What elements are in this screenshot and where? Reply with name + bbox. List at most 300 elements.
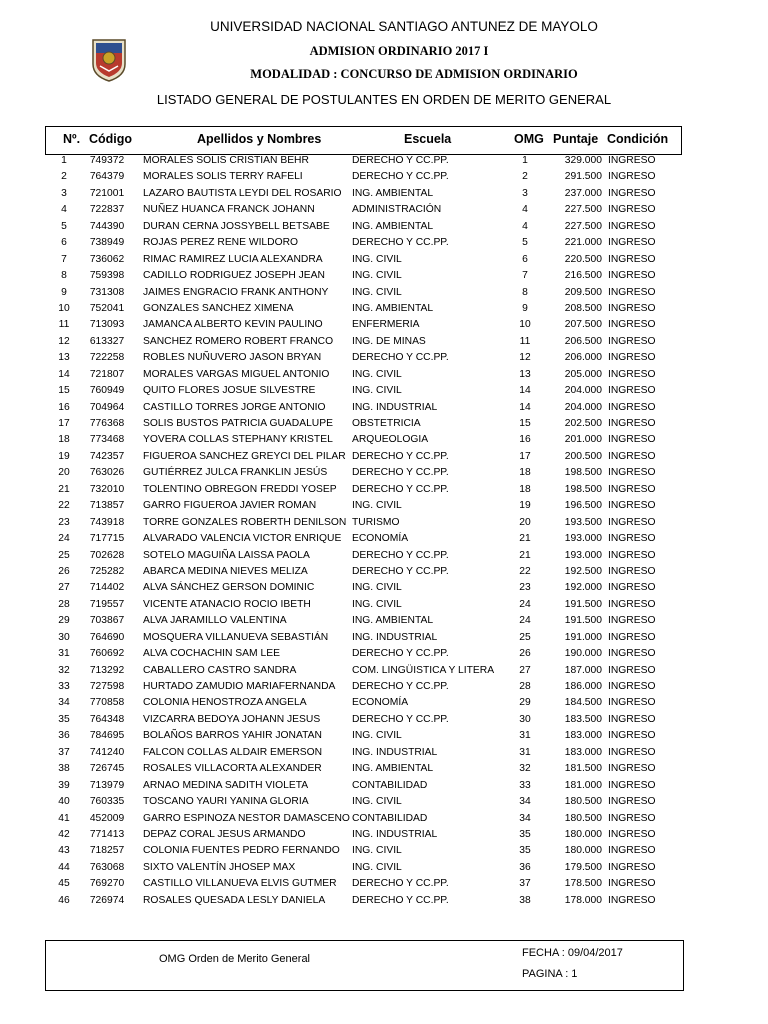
applicant-code: 702628 <box>89 549 125 561</box>
table-row <box>0 285 768 301</box>
score: 198.500 <box>564 483 602 495</box>
row-number: 18 <box>58 434 70 446</box>
row-number: 38 <box>58 763 70 775</box>
table-row <box>0 548 768 564</box>
condition: INGRESO <box>608 270 656 282</box>
modality-title: MODALIDAD : CONCURSO DE ADMISION ORDINARIO <box>250 67 578 81</box>
omg-rank: 13 <box>519 368 531 380</box>
condition: INGRESO <box>608 828 656 840</box>
score: 186.000 <box>564 681 602 692</box>
table-row <box>0 432 768 448</box>
condition: INGRESO <box>608 681 656 692</box>
omg-rank: 17 <box>519 450 531 462</box>
score: 237.000 <box>564 187 602 199</box>
score: 193.000 <box>564 533 602 545</box>
score: 180.000 <box>564 828 602 840</box>
school: ING. AMBIENTAL <box>352 763 434 775</box>
omg-rank: 32 <box>519 763 531 775</box>
column-header-name: Apellidos y Nombres <box>197 132 322 146</box>
applicant-name: TOSCANO YAURI YANINA GLORIA <box>143 796 309 808</box>
condition: INGRESO <box>608 286 656 298</box>
applicant-name: MOSQUERA VILLANUEVA SEBASTIÁN <box>143 631 329 643</box>
applicant-name: ROSALES VILLACORTA ALEXANDER <box>143 763 322 775</box>
applicant-name: GARRO ESPINOZA NESTOR DAMASCENO <box>143 812 350 824</box>
score: 221.000 <box>564 237 602 249</box>
applicant-name: DEPAZ CORAL JESUS ARMANDO <box>143 828 306 840</box>
applicant-name: CASTILLO TORRES JORGE ANTONIO <box>143 401 326 413</box>
applicant-code: 769270 <box>89 878 125 890</box>
omg-legend: OMG Orden de Merito General <box>159 953 311 965</box>
table-row <box>0 186 768 202</box>
omg-rank: 24 <box>519 598 531 610</box>
condition: INGRESO <box>608 549 656 561</box>
condition: INGRESO <box>608 878 656 890</box>
score: 220.500 <box>564 253 602 265</box>
applicant-name: GONZALES SANCHEZ XIMENA <box>143 302 294 314</box>
school: ING. CIVIL <box>352 730 402 742</box>
row-number: 1 <box>61 155 67 166</box>
row-number: 5 <box>61 220 67 232</box>
column-header-score: Puntaje <box>553 132 599 146</box>
applicant-name: ROSALES QUESADA LESLY DANIELA <box>143 894 326 906</box>
omg-rank: 25 <box>519 631 531 643</box>
table-row <box>0 515 768 531</box>
applicant-code: 727598 <box>89 681 125 692</box>
applicant-name: HURTADO ZAMUDIO MARIAFERNANDA <box>143 681 336 692</box>
condition: INGRESO <box>608 253 656 265</box>
school: ING. CIVIL <box>352 582 402 594</box>
applicant-name: CASTILLO VILLANUEVA ELVIS GUTMER <box>143 878 337 890</box>
applicant-name: ALVA JARAMILLO VALENTINA <box>143 615 287 627</box>
table-row <box>0 169 768 185</box>
omg-rank: 10 <box>519 319 531 331</box>
condition: INGRESO <box>608 483 656 495</box>
table-row <box>0 400 768 416</box>
school: ING. INDUSTRIAL <box>352 828 438 840</box>
condition: INGRESO <box>608 516 656 528</box>
score: 208.500 <box>564 302 602 314</box>
applicant-name: LAZARO BAUTISTA LEYDI DEL ROSARIO <box>143 187 342 199</box>
column-header-condition: Condición <box>607 132 669 146</box>
score: 191.500 <box>564 598 602 610</box>
condition: INGRESO <box>608 697 656 709</box>
school: DERECHO Y CC.PP. <box>352 171 449 183</box>
table-row <box>0 893 768 909</box>
table-row <box>0 334 768 350</box>
applicant-name: DURAN CERNA JOSSYBELL BETSABE <box>143 220 330 232</box>
applicant-code: 764348 <box>89 713 125 725</box>
table-row <box>0 663 768 679</box>
applicant-name: GUTIÉRREZ JULCA FRANKLIN JESÚS <box>143 467 328 479</box>
applicant-code: 752041 <box>89 302 125 314</box>
condition: INGRESO <box>608 713 656 725</box>
condition: INGRESO <box>608 533 656 545</box>
score: 191.500 <box>564 615 602 627</box>
applicant-name: ROBLES NUÑUVERO JASON BRYAN <box>143 352 322 364</box>
school: ING. DE MINAS <box>352 335 426 347</box>
applicant-code: 713979 <box>89 779 125 791</box>
score: 204.000 <box>564 401 602 413</box>
school: DERECHO Y CC.PP. <box>352 878 449 890</box>
condition: INGRESO <box>608 319 656 331</box>
condition: INGRESO <box>608 746 656 758</box>
condition: INGRESO <box>608 779 656 791</box>
omg-rank: 20 <box>519 516 531 528</box>
school: DERECHO Y CC.PP. <box>352 237 449 249</box>
score: 178.500 <box>564 878 602 890</box>
score: 200.500 <box>564 450 602 462</box>
row-number: 33 <box>58 681 70 692</box>
condition: INGRESO <box>608 894 656 906</box>
applicant-code: 613327 <box>89 335 125 347</box>
condition: INGRESO <box>608 171 656 183</box>
applicant-name: ALVA COCHACHIN SAM LEE <box>143 648 280 660</box>
table-row <box>0 531 768 547</box>
table-row <box>0 811 768 827</box>
condition: INGRESO <box>608 582 656 594</box>
applicant-code: 452009 <box>89 812 125 824</box>
score: 204.000 <box>564 385 602 397</box>
applicant-code: 713093 <box>89 319 125 331</box>
column-header-code: Código <box>89 132 133 146</box>
condition: INGRESO <box>608 418 656 429</box>
row-number: 10 <box>58 302 70 314</box>
applicant-name: RIMAC RAMIREZ LUCIA ALEXANDRA <box>143 253 323 265</box>
applicant-name: MORALES SOLIS TERRY RAFELI <box>143 171 303 183</box>
applicant-code: 738949 <box>89 237 125 249</box>
university-name: UNIVERSIDAD NACIONAL SANTIAGO ANTUNEZ DE MAYOLO <box>210 19 598 34</box>
page-number: PAGINA : 1 <box>522 968 578 980</box>
condition: INGRESO <box>608 335 656 347</box>
school: ING. CIVIL <box>352 796 402 808</box>
applicant-name: JAIMES ENGRACIO FRANK ANTHONY <box>143 286 329 298</box>
applicant-code: 731308 <box>89 286 125 298</box>
condition: INGRESO <box>608 565 656 577</box>
school: ING. AMBIENTAL <box>352 302 434 314</box>
omg-rank: 1 <box>522 155 528 166</box>
condition: INGRESO <box>608 401 656 413</box>
applicant-name: CADILLO RODRIGUEZ JOSEPH JEAN <box>143 270 325 282</box>
score: 192.500 <box>564 565 602 577</box>
condition: INGRESO <box>608 220 656 232</box>
school: ADMINISTRACIÓN <box>352 204 442 216</box>
applicant-code: 763068 <box>89 861 125 873</box>
applicant-name: BOLAÑOS BARROS YAHIR JONATAN <box>143 730 322 742</box>
table-row <box>0 235 768 251</box>
school: ING. CIVIL <box>352 861 402 873</box>
score: 183.500 <box>564 713 602 725</box>
applicant-code: 771413 <box>89 828 125 840</box>
table-row <box>0 876 768 892</box>
omg-rank: 30 <box>519 713 531 725</box>
omg-rank: 37 <box>519 878 531 890</box>
table-row <box>0 219 768 235</box>
row-number: 45 <box>58 878 70 890</box>
school: DERECHO Y CC.PP. <box>352 713 449 725</box>
applicant-name: NUÑEZ HUANCA FRANCK JOHANN <box>143 204 315 216</box>
table-row <box>0 630 768 646</box>
condition: INGRESO <box>608 204 656 216</box>
table-row <box>0 202 768 218</box>
applicant-code: 773468 <box>89 434 125 446</box>
row-number: 46 <box>58 894 70 906</box>
school: DERECHO Y CC.PP. <box>352 648 449 660</box>
row-number: 19 <box>58 450 70 462</box>
applicant-code: 736062 <box>89 253 125 265</box>
applicant-code: 721807 <box>89 368 125 380</box>
omg-rank: 29 <box>519 697 531 709</box>
table-row <box>0 153 768 169</box>
applicant-code: 721001 <box>89 187 125 199</box>
condition: INGRESO <box>608 861 656 873</box>
applicant-code: 784695 <box>89 730 125 742</box>
omg-rank: 4 <box>522 220 528 232</box>
score: 178.000 <box>564 894 602 906</box>
table-row <box>0 498 768 514</box>
row-number: 44 <box>58 861 70 873</box>
applicant-code: 722837 <box>89 204 125 216</box>
score: 206.000 <box>564 352 602 364</box>
row-number: 21 <box>58 483 70 495</box>
applicant-name: GARRO FIGUEROA JAVIER ROMAN <box>143 500 317 512</box>
omg-rank: 31 <box>519 730 531 742</box>
row-number: 24 <box>58 533 70 545</box>
listing-title: LISTADO GENERAL DE POSTULANTES EN ORDEN DE MERITO GENERAL <box>156 92 612 107</box>
omg-rank: 4 <box>522 204 528 216</box>
applicant-code: 763026 <box>89 467 125 479</box>
school: ING. INDUSTRIAL <box>352 401 438 413</box>
score: 205.000 <box>564 368 602 380</box>
applicant-name: FIGUEROA SANCHEZ GREYCI DEL PILAR <box>143 450 346 462</box>
applicant-code: 713292 <box>89 664 125 676</box>
school: ENFERMERIA <box>352 319 420 331</box>
row-number: 39 <box>58 779 70 791</box>
school: OBSTETRICIA <box>352 418 421 429</box>
row-number: 14 <box>58 368 70 380</box>
score: 207.500 <box>564 319 602 331</box>
school: ING. AMBIENTAL <box>352 220 434 232</box>
row-number: 15 <box>58 385 70 397</box>
table-row <box>0 301 768 317</box>
school: ING. CIVIL <box>352 598 402 610</box>
table-row <box>0 794 768 810</box>
table-row <box>0 564 768 580</box>
score: 180.500 <box>564 812 602 824</box>
omg-rank: 22 <box>519 565 531 577</box>
omg-rank: 15 <box>519 418 531 429</box>
omg-rank: 23 <box>519 582 531 594</box>
condition: INGRESO <box>608 763 656 775</box>
applicant-name: ALVA SÁNCHEZ GERSON DOMINIC <box>143 582 315 594</box>
table-row <box>0 860 768 876</box>
school: DERECHO Y CC.PP. <box>352 549 449 561</box>
applicant-code: 717715 <box>89 533 125 545</box>
row-number: 23 <box>58 516 70 528</box>
row-number: 31 <box>58 648 70 660</box>
applicant-code: 764379 <box>89 171 125 183</box>
applicant-name: MORALES VARGAS MIGUEL ANTONIO <box>143 368 330 380</box>
school: DERECHO Y CC.PP. <box>352 894 449 906</box>
row-number: 29 <box>58 615 70 627</box>
table-row <box>0 679 768 695</box>
omg-rank: 18 <box>519 467 531 479</box>
condition: INGRESO <box>608 467 656 479</box>
condition: INGRESO <box>608 187 656 199</box>
row-number: 35 <box>58 713 70 725</box>
row-number: 40 <box>58 796 70 808</box>
score: 181.000 <box>564 779 602 791</box>
applicant-code: 759398 <box>89 270 125 282</box>
table-row <box>0 268 768 284</box>
condition: INGRESO <box>608 664 656 676</box>
table-row <box>0 613 768 629</box>
condition: INGRESO <box>608 615 656 627</box>
table-row <box>0 778 768 794</box>
score: 216.500 <box>564 270 602 282</box>
applicant-name: CABALLERO CASTRO SANDRA <box>143 664 297 676</box>
omg-rank: 8 <box>522 286 528 298</box>
score: 183.000 <box>564 746 602 758</box>
school: CONTABILIDAD <box>352 779 428 791</box>
omg-rank: 6 <box>522 253 528 265</box>
school: DERECHO Y CC.PP. <box>352 352 449 364</box>
table-row <box>0 580 768 596</box>
row-number: 36 <box>58 730 70 742</box>
table-row <box>0 465 768 481</box>
omg-rank: 21 <box>519 533 531 545</box>
condition: INGRESO <box>608 434 656 446</box>
applicant-code: 743918 <box>89 516 125 528</box>
applicant-name: SIXTO VALENTÍN JHOSEP MAX <box>143 861 296 873</box>
table-row <box>0 383 768 399</box>
applicant-code: 764690 <box>89 631 125 643</box>
school: ING. CIVIL <box>352 270 402 282</box>
table-row <box>0 416 768 432</box>
applicant-code: 726974 <box>89 894 125 906</box>
row-number: 7 <box>61 253 67 265</box>
omg-rank: 18 <box>519 483 531 495</box>
condition: INGRESO <box>608 450 656 462</box>
row-number: 6 <box>61 237 67 249</box>
condition: INGRESO <box>608 352 656 364</box>
score: 190.000 <box>564 648 602 660</box>
row-number: 17 <box>58 418 70 429</box>
applicant-code: 760692 <box>89 648 125 660</box>
condition: INGRESO <box>608 237 656 249</box>
applicant-name: JAMANCA ALBERTO KEVIN PAULINO <box>143 319 323 331</box>
school: DERECHO Y CC.PP. <box>352 565 449 577</box>
omg-rank: 14 <box>519 401 531 413</box>
applicant-code: 704964 <box>89 401 125 413</box>
applicant-code: 741240 <box>89 746 125 758</box>
applicant-code: 719557 <box>89 598 125 610</box>
omg-rank: 2 <box>522 171 528 183</box>
score: 192.000 <box>564 582 602 594</box>
row-number: 42 <box>58 828 70 840</box>
table-row <box>0 252 768 268</box>
applicant-code: 703867 <box>89 615 125 627</box>
table-row <box>0 728 768 744</box>
applicant-name: SOTELO MAGUIÑA LAISSA PAOLA <box>143 549 310 561</box>
school: ING. CIVIL <box>352 385 402 397</box>
column-header-school: Escuela <box>404 132 452 146</box>
applicant-code: 760949 <box>89 385 125 397</box>
row-number: 8 <box>61 270 67 282</box>
table-row <box>0 482 768 498</box>
applicant-code: 732010 <box>89 483 125 495</box>
score: 227.500 <box>564 204 602 216</box>
row-number: 43 <box>58 845 70 857</box>
row-number: 9 <box>61 286 67 298</box>
applicant-name: VIZCARRA BEDOYA JOHANN JESUS <box>143 713 321 725</box>
school: DERECHO Y CC.PP. <box>352 483 449 495</box>
table-row <box>0 745 768 761</box>
table-row <box>0 317 768 333</box>
column-header-omg: OMG <box>514 132 544 146</box>
condition: INGRESO <box>608 796 656 808</box>
table-row <box>0 449 768 465</box>
school: ING. AMBIENTAL <box>352 187 434 199</box>
row-number: 12 <box>58 335 70 347</box>
applicant-name: VICENTE ATANACIO ROCIO IBETH <box>143 598 311 610</box>
school: ING. CIVIL <box>352 253 402 265</box>
score: 329.000 <box>564 155 602 166</box>
omg-rank: 12 <box>519 352 531 364</box>
score: 181.500 <box>564 763 602 775</box>
omg-rank: 7 <box>522 270 528 282</box>
table-row <box>0 827 768 843</box>
omg-rank: 26 <box>519 648 531 660</box>
table-row <box>0 695 768 711</box>
table-row <box>0 761 768 777</box>
score: 198.500 <box>564 467 602 479</box>
applicant-name: COLONIA HENOSTROZA ANGELA <box>143 697 307 709</box>
score: 196.500 <box>564 500 602 512</box>
column-header-number: Nº. <box>63 132 81 146</box>
condition: INGRESO <box>608 730 656 742</box>
omg-rank: 11 <box>519 335 531 347</box>
omg-rank: 38 <box>519 894 531 906</box>
row-number: 37 <box>58 746 70 758</box>
table-row <box>0 646 768 662</box>
applicant-name: QUITO FLORES JOSUE SILVESTRE <box>143 385 316 397</box>
condition: INGRESO <box>608 631 656 643</box>
score: 183.000 <box>564 730 602 742</box>
omg-rank: 31 <box>519 746 531 758</box>
row-number: 34 <box>58 697 70 709</box>
omg-rank: 27 <box>519 664 531 676</box>
score: 209.500 <box>564 286 602 298</box>
score: 206.500 <box>564 335 602 347</box>
score: 187.000 <box>564 664 602 676</box>
school: ARQUEOLOGIA <box>352 434 429 446</box>
row-number: 41 <box>58 812 70 824</box>
school: ECONOMÍA <box>352 533 409 545</box>
score: 193.500 <box>564 516 602 528</box>
applicant-code: 718257 <box>89 845 125 857</box>
school: DERECHO Y CC.PP. <box>352 681 449 692</box>
score: 202.500 <box>564 418 602 429</box>
applicant-code: 770858 <box>89 697 125 709</box>
condition: INGRESO <box>608 385 656 397</box>
condition: INGRESO <box>608 155 656 166</box>
condition: INGRESO <box>608 812 656 824</box>
applicant-name: SOLIS BUSTOS PATRICIA GUADALUPE <box>143 418 333 429</box>
applicant-name: ARNAO MEDINA SADITH VIOLETA <box>143 779 309 791</box>
school: ING. INDUSTRIAL <box>352 746 438 758</box>
row-number: 22 <box>58 500 70 512</box>
omg-rank: 14 <box>519 385 531 397</box>
